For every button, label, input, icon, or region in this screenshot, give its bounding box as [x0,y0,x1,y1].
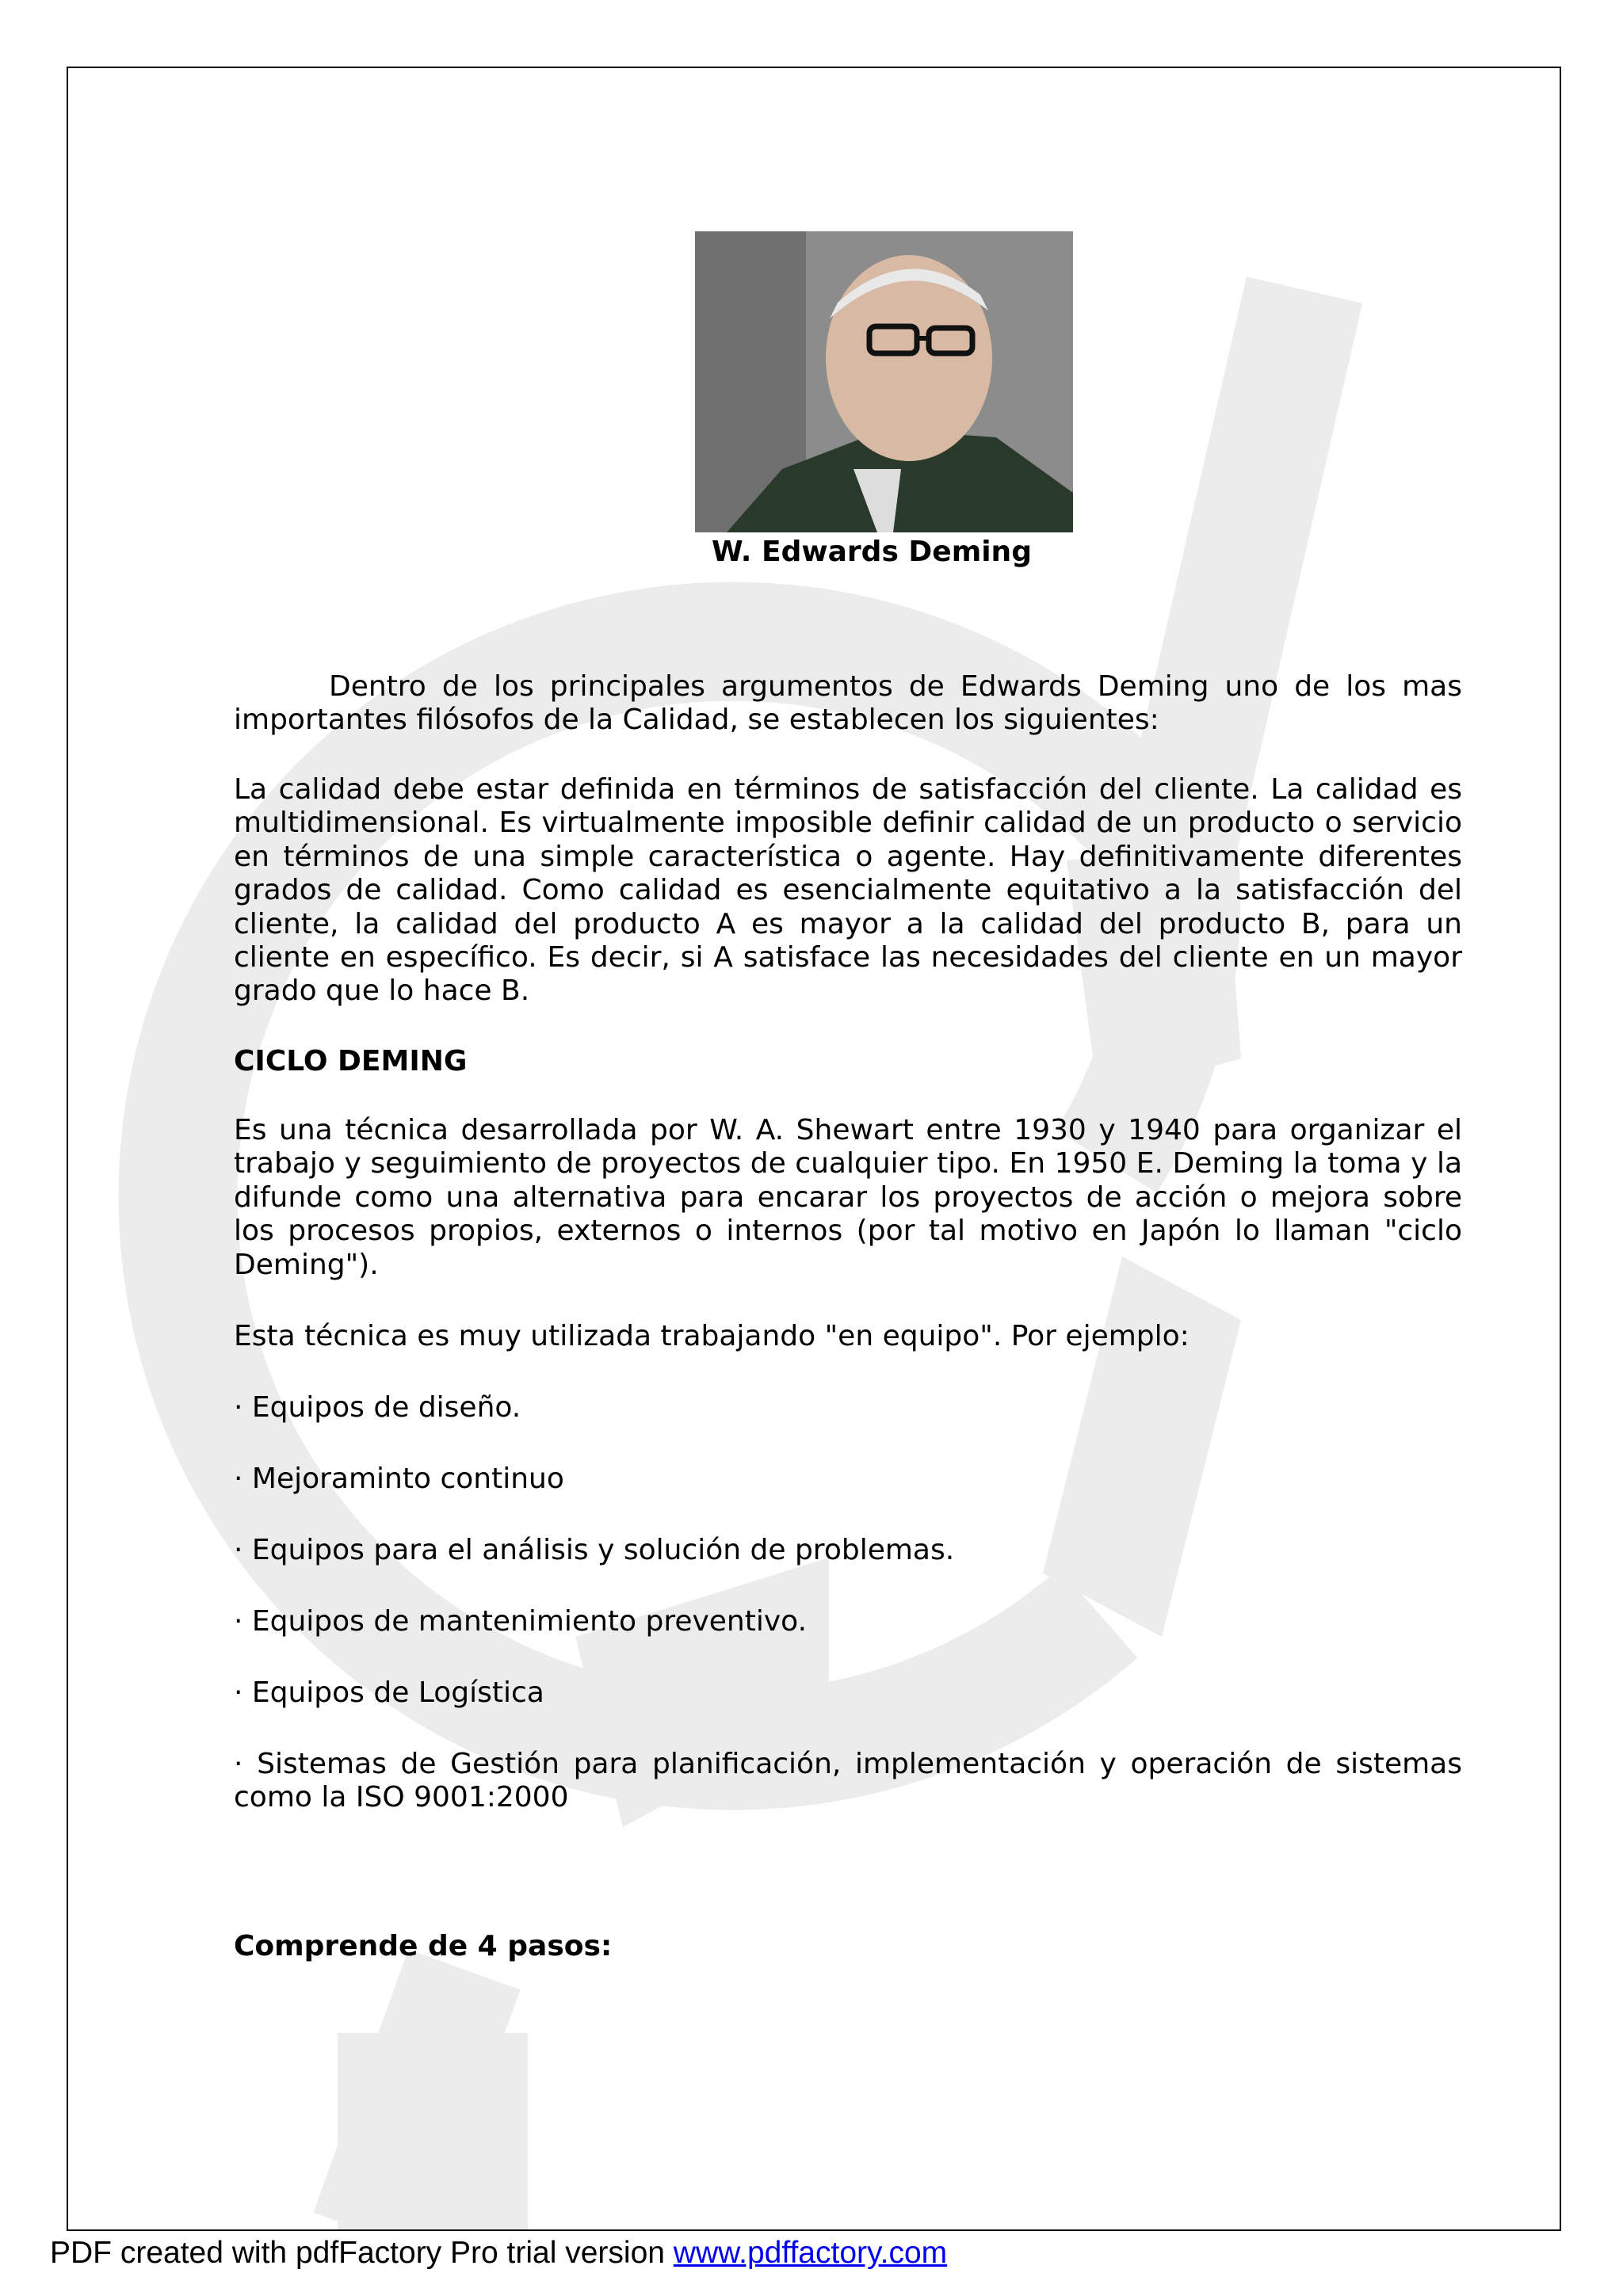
footer-text: PDF created with pdfFactory Pro trial version [50,2236,674,2270]
intro-paragraph: Dentro de los principales argumentos de Edwards Deming uno de los mas importantes filósofos de la Calidad, se establecen los siguientes: [234,670,1462,737]
list-item: · Equipos de diseño. [234,1391,521,1424]
deming-photo [695,231,1073,532]
list-item: · Mejoraminto continuo [234,1463,564,1495]
list-item: · Equipos de Logística [234,1676,544,1709]
team-paragraph: Esta técnica es muy utilizada trabajando "en equipo". Por ejemplo: [234,1320,1190,1352]
list-item: · Equipos para el análisis y solución de problemas. [234,1534,955,1566]
cycle-heading: CICLO DEMING [234,1045,468,1077]
pdf-footer [50,2236,947,2271]
list-item: · Equipos de mantenimiento preventivo. [234,1605,808,1638]
steps-heading: Comprende de 4 pasos: [234,1930,613,1962]
quality-paragraph: La calidad debe estar definida en términos de satisfacción del cliente. La calidad es multidimensional. Es virtualmente imposible definir calidad de un producto o servicio en términos de una simple característica o agente. Hay definitivamente diferentes grados de calidad. Como calidad es esencialmente equitativo a la satisfacción del cliente, la calidad del producto A es mayor a la calidad del producto B, para un cliente en específico. Es decir, si A satisface las necesidades del cliente en un mayor grado que lo hace B. [234,773,1462,1008]
page-frame [67,67,1561,2231]
footer-link[interactable]: www.pdffactory.com [673,2236,948,2270]
photo-caption: W. Edwards Deming [712,536,1032,568]
list-item: · Sistemas de Gestión para planificación, implementación y operación de sistemas como la ISO 9001:2000 [234,1748,1462,1814]
cycle-paragraph: Es una técnica desarrollada por W. A. Shewart entre 1930 y 1940 para organizar el trabajo y seguimiento de proyectos de cualquier tipo. En 1950 E. Deming la toma y la difunde como una alternativa para encarar los proyectos de acción o mejora sobre los procesos propios, externos o internos (por tal motivo en Japón lo llaman "ciclo Deming"). [234,1114,1462,1281]
